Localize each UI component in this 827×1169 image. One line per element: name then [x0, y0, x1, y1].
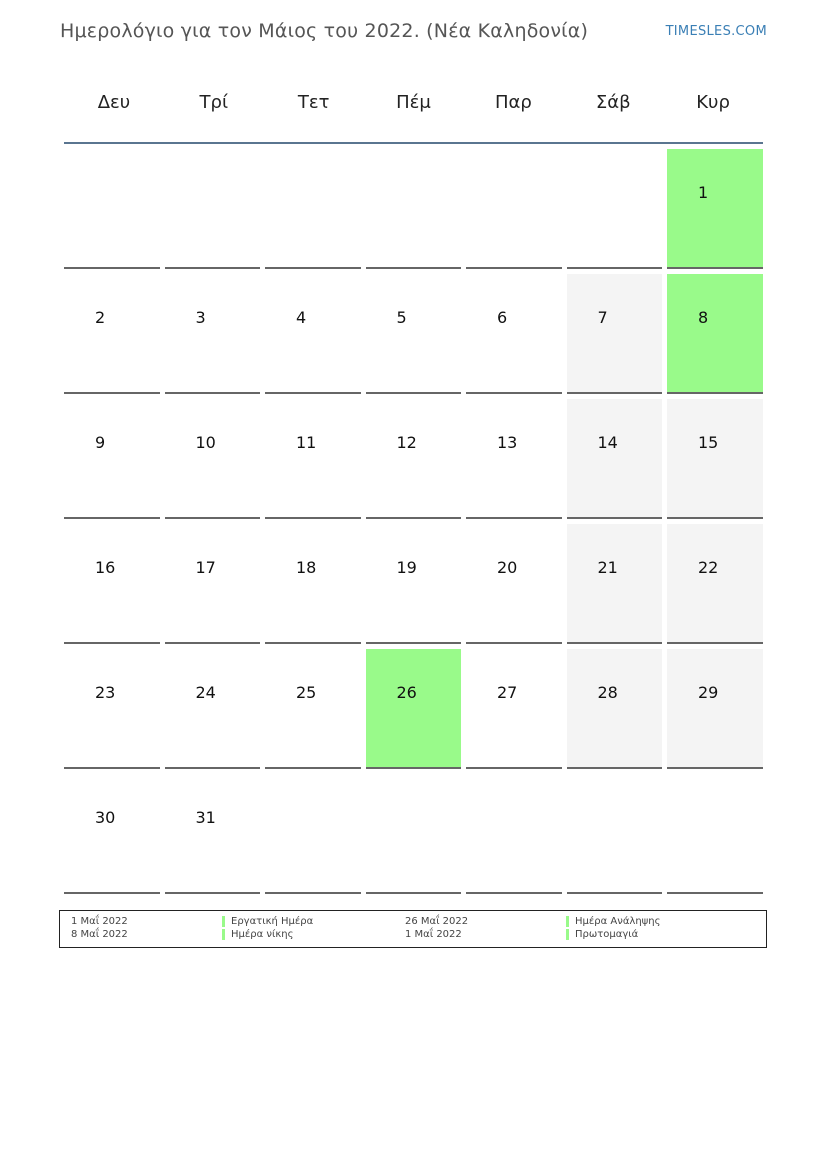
day-number: 27	[497, 683, 518, 702]
day-number: 4	[296, 308, 307, 327]
day-number: 11	[296, 433, 317, 452]
day-number: 5	[396, 308, 407, 327]
legend-holiday-name: Ημέρα νίκης	[222, 929, 293, 940]
page-title: Ημερολόγιο για τον Μάιος του 2022. (Νέα Καληδονία)	[60, 20, 589, 42]
day-cell[interactable]	[64, 399, 160, 519]
day-number: 31	[195, 808, 216, 827]
empty-day-cell	[165, 149, 261, 269]
day-number: 20	[497, 558, 518, 577]
day-number: 7	[597, 308, 608, 327]
day-cell[interactable]	[265, 399, 361, 519]
day-number: 6	[497, 308, 508, 327]
day-cell[interactable]	[165, 649, 261, 769]
day-number: 12	[396, 433, 417, 452]
day-number: 22	[698, 558, 719, 577]
empty-day-cell	[466, 149, 562, 269]
weekday-label: Σάβ	[595, 92, 631, 113]
day-cell[interactable]	[165, 774, 261, 894]
weekday-label: Τετ	[297, 92, 330, 113]
day-cell[interactable]	[667, 149, 763, 269]
brand-link[interactable]: TIMESLES.COM	[665, 24, 767, 39]
day-cell[interactable]	[64, 649, 160, 769]
day-cell[interactable]	[366, 649, 462, 769]
day-number: 19	[396, 558, 417, 577]
empty-day-cell	[366, 774, 462, 894]
day-cell[interactable]	[567, 524, 663, 644]
weekday-label: Πέμ	[396, 92, 431, 113]
day-cell[interactable]	[366, 399, 462, 519]
empty-day-cell	[366, 149, 462, 269]
day-number: 16	[95, 558, 116, 577]
empty-day-cell	[567, 149, 663, 269]
day-cell[interactable]	[165, 274, 261, 394]
legend-date: 26 Μαΐ 2022	[405, 916, 469, 927]
day-number: 1	[698, 183, 709, 202]
legend-date: 1 Μαΐ 2022	[71, 916, 128, 927]
day-number: 17	[195, 558, 216, 577]
day-cell[interactable]	[567, 649, 663, 769]
empty-day-cell	[466, 774, 562, 894]
day-number: 15	[698, 433, 719, 452]
day-number: 24	[195, 683, 216, 702]
calendar-grid	[64, 149, 763, 894]
legend-holiday-name: Πρωτομαγιά	[566, 929, 638, 940]
day-cell[interactable]	[667, 524, 763, 644]
day-cell[interactable]	[567, 399, 663, 519]
legend-holiday-name: Ημέρα Ανάληψης	[566, 916, 660, 927]
empty-day-cell	[567, 774, 663, 894]
empty-day-cell	[64, 149, 160, 269]
day-number: 10	[195, 433, 216, 452]
day-cell[interactable]	[64, 774, 160, 894]
day-cell[interactable]	[265, 524, 361, 644]
day-cell[interactable]	[567, 274, 663, 394]
legend-holiday-name: Εργατική Ημέρα	[222, 916, 313, 927]
day-number: 2	[95, 308, 106, 327]
day-cell[interactable]	[165, 399, 261, 519]
day-cell[interactable]	[667, 399, 763, 519]
day-cell[interactable]	[265, 274, 361, 394]
day-cell[interactable]	[64, 274, 160, 394]
day-cell[interactable]	[667, 274, 763, 394]
weekday-label: Κυρ	[696, 92, 730, 113]
day-number: 30	[95, 808, 116, 827]
day-cell[interactable]	[366, 524, 462, 644]
day-number: 3	[195, 308, 206, 327]
weekday-label: Δευ	[97, 92, 131, 113]
empty-day-cell	[265, 149, 361, 269]
day-number: 13	[497, 433, 518, 452]
legend-date: 8 Μαΐ 2022	[71, 929, 128, 940]
day-number: 28	[597, 683, 618, 702]
day-number: 25	[296, 683, 317, 702]
day-number: 29	[698, 683, 719, 702]
day-number: 14	[597, 433, 618, 452]
day-number: 8	[698, 308, 709, 327]
weekday-label: Παρ	[494, 92, 532, 113]
day-number: 18	[296, 558, 317, 577]
day-number: 26	[396, 683, 417, 702]
empty-day-cell	[667, 774, 763, 894]
day-number: 23	[95, 683, 116, 702]
day-number: 9	[95, 433, 106, 452]
day-number: 21	[597, 558, 618, 577]
empty-day-cell	[265, 774, 361, 894]
holiday-legend	[59, 910, 767, 948]
weekday-header-row	[64, 80, 763, 144]
day-cell[interactable]	[466, 649, 562, 769]
day-cell[interactable]	[366, 274, 462, 394]
legend-date: 1 Μαΐ 2022	[405, 929, 462, 940]
day-cell[interactable]	[265, 649, 361, 769]
legend-row	[60, 916, 766, 929]
day-cell[interactable]	[466, 524, 562, 644]
day-cell[interactable]	[667, 649, 763, 769]
day-cell[interactable]	[64, 524, 160, 644]
day-cell[interactable]	[165, 524, 261, 644]
day-cell[interactable]	[466, 274, 562, 394]
day-cell[interactable]	[466, 399, 562, 519]
weekday-label: Τρί	[199, 92, 229, 113]
legend-row	[60, 929, 766, 942]
